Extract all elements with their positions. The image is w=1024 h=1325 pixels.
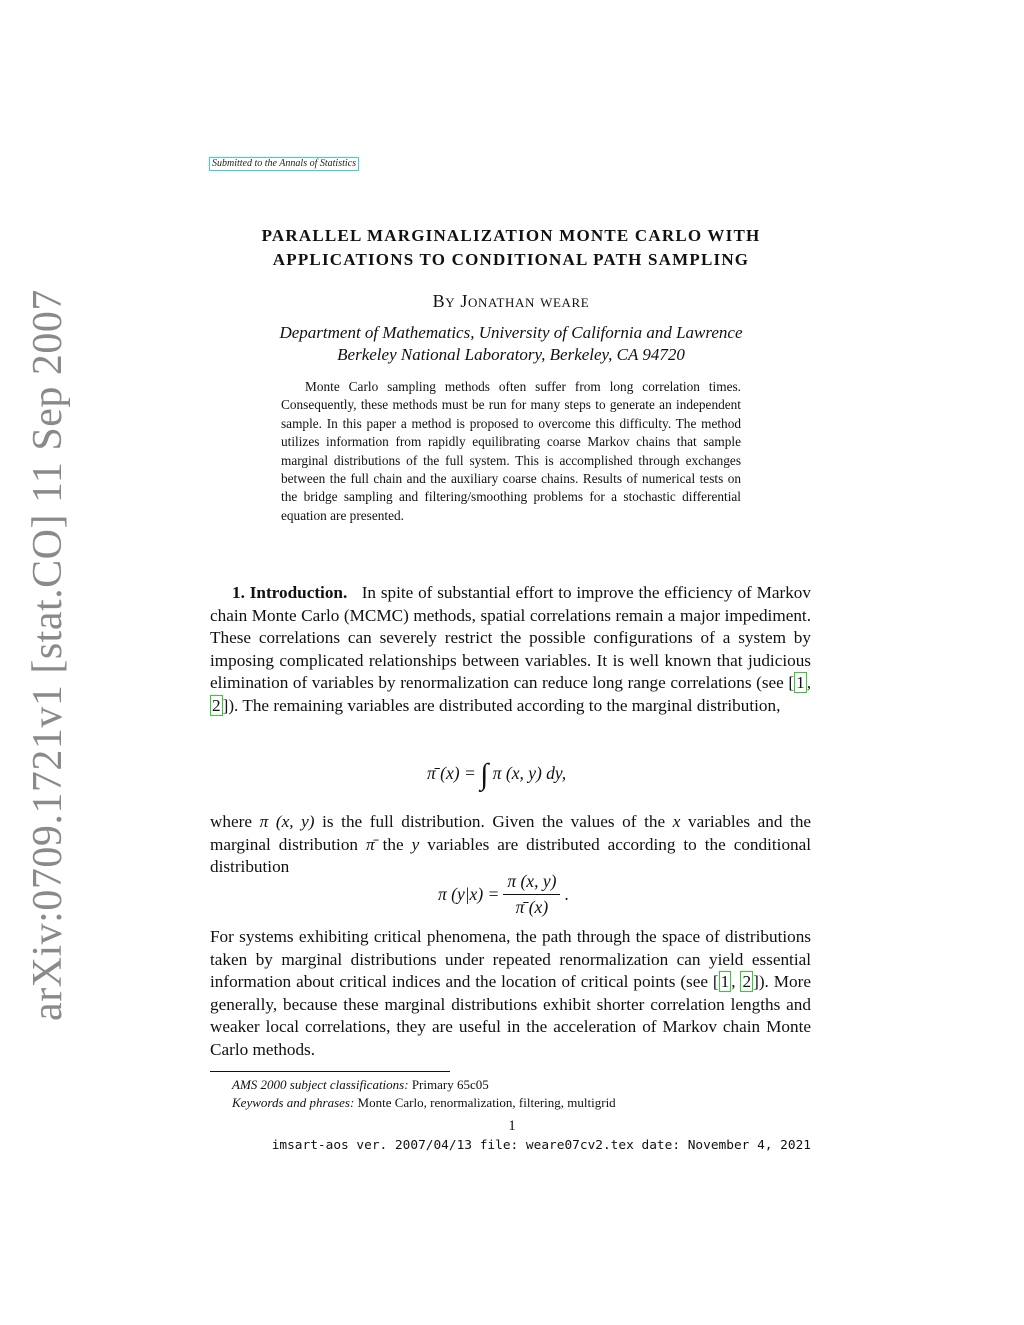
eq2-numerator: π (x, y) — [503, 871, 560, 895]
p2-text-c: variables and the marginal distribution — [210, 812, 812, 854]
imsart-footer: imsart-aos ver. 2007/04/13 file: weare07cv2.tex date: November 4, 2021 — [271, 1138, 811, 1153]
citation-1[interactable]: 1 — [796, 673, 805, 693]
page-number: 1 — [508, 1118, 516, 1134]
p1-text-a: In spite of substantial effort to improve the efficiency of Markov chain Monte Carlo (MCMC) methods, spatial correlations remain a major impediment. These correlations can severely restrict the possible configurations of a system by imposing complicated relationships between variables. It is well known that judicious elimination of variables by renormalization can reduce long range correlations (see — [210, 583, 811, 693]
p2-math-pi: π (x, y) — [259, 812, 315, 831]
p2-math-y: y — [411, 834, 420, 854]
p2-text-a: where — [210, 812, 252, 831]
arxiv-stamp: arXiv:0709.1721v1 [stat.CO] 11 Sep 2007 — [25, 289, 71, 1021]
p3-text-a: For systems exhibiting critical phenomena, the path through the space of distributions taken by marginal distributions under repeated renormalization can yield essential information about critical indices and the location of critical points (see — [210, 927, 811, 992]
p2-text-b: is the full distribution. Given the values of the — [322, 812, 666, 831]
p2-text-d: the — [382, 834, 404, 854]
equation-marginal — [427, 758, 566, 792]
keywords-label: Keywords and phrases: — [232, 1095, 355, 1110]
keywords-value: Monte Carlo, renormalization, filtering, multigrid — [357, 1095, 616, 1110]
integral-symbol: ∫ — [480, 758, 489, 791]
citation-2-repeat[interactable]: 2 — [742, 972, 752, 992]
paper-title — [210, 224, 812, 272]
footnote-keywords — [232, 1095, 616, 1111]
ams-label: AMS 2000 subject classifications: — [232, 1077, 409, 1092]
p2-math-pibar: π̄ — [366, 834, 375, 854]
p3-text-b: ). More generally, because these marginal distributions exhibit shorter correlation lengths and weaker local correlations, they are useful in the acceleration of Markov chain Monte Carlo methods. — [210, 972, 811, 1059]
eq2-lhs: π (y|x) = — [438, 884, 500, 904]
footnote-ams — [232, 1077, 489, 1093]
title-line-1: PARALLEL MARGINALIZATION MONTE CARLO WITH — [261, 226, 761, 245]
section-heading: 1. Introduction. — [232, 583, 348, 602]
ams-value: Primary 65c05 — [411, 1077, 489, 1092]
eq2-fraction — [503, 871, 560, 918]
eq1-rhs: π (x, y) dy, — [492, 763, 567, 783]
submitted-link[interactable]: Submitted to the Annals of Statistics — [209, 157, 359, 171]
title-line-2: APPLICATIONS TO CONDITIONAL PATH SAMPLING — [272, 250, 750, 269]
intro-paragraph-2 — [210, 811, 811, 879]
eq2-period: . — [564, 884, 569, 904]
p2-math-x: x — [672, 812, 681, 831]
footnote-rule — [210, 1071, 450, 1072]
p2-text-e: variables are distributed according to the conditional distribution — [210, 834, 812, 877]
author: By Jonathan weare — [432, 291, 590, 311]
abstract: Monte Carlo sampling methods often suffer from long correlation times. Consequently, these methods must be run for many steps to generate an independent sample. In this paper a method is proposed to overcome this difficulty. The method utilizes information from rapidly equilibrating coarse Markov chains that sample marginal distributions of the full system. This is accomplished through exchanges between the full chain and the auxiliary coarse chains. Results of numerical tests on the bridge sampling and filtering/smoothing problems for a stochastic differential equation are presented. — [281, 379, 741, 523]
p1-text-b: ). The remaining variables are distributed according to the marginal distribution, — [228, 695, 781, 715]
intro-paragraph-3: For systems exhibiting critical phenomena, the path through the space of distributions taken by marginal distributions under repeated renormalization can yield essential information about critical indices and the location of critical points (see [ 1 , 2 ]). More generally, because these marginal distributions exhibit shorter correlation lengths and weaker local correlations, they are useful in the acceleration of Markov chain Monte Carlo methods. — [210, 927, 811, 1059]
affiliation — [210, 322, 812, 366]
citation-2[interactable]: 2 — [212, 695, 221, 715]
equation-conditional — [438, 871, 569, 918]
affiliation-line-2: Berkeley National Laboratory, Berkeley, CA 94720 — [337, 345, 685, 364]
intro-paragraph-1: 1. Introduction. In spite of substantial effort to improve the efficiency of Markov chain Monte Carlo (MCMC) methods, spatial correlations remain a major impediment. These correlations can severely restrict the possible configurations of a system by imposing complicated relationships between variables. It is well known that judicious elimination of variables by renormalization can reduce long range correlations (see [ 1 , 2 ]). The remaining variables are distributed according to the marginal distribution, — [210, 583, 811, 715]
eq2-denominator: π̄ (x) — [515, 897, 549, 917]
affiliation-line-1: Department of Mathematics, University of California and Lawrence — [279, 323, 743, 342]
eq1-lhs: π̄ (x) = — [427, 763, 476, 783]
citation-1-repeat[interactable]: 1 — [720, 972, 730, 992]
